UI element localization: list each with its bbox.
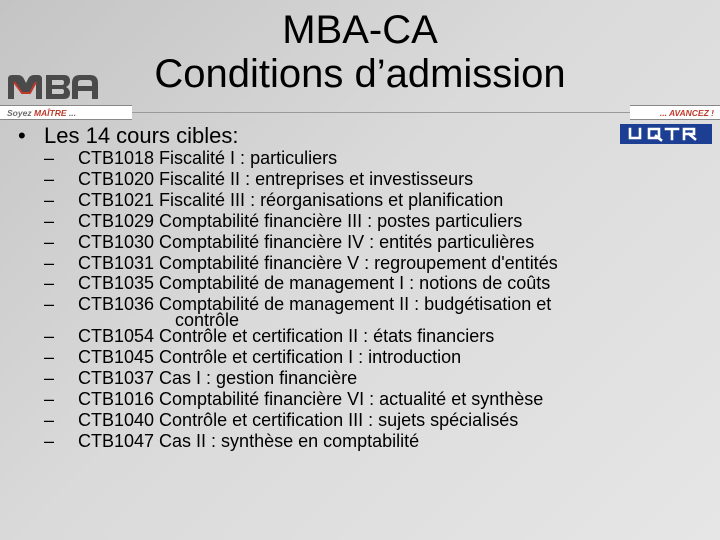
course-item xyxy=(44,347,674,368)
dash-bullet: – xyxy=(44,273,55,294)
dash-bullet: – xyxy=(44,388,55,409)
slogan-left-prefix: Soyez xyxy=(7,108,34,118)
dash-bullet: – xyxy=(44,210,55,231)
course-text: CTB1016 Comptabilité financière VI : actualité et synthèse xyxy=(78,388,544,409)
slogan-left xyxy=(0,105,132,120)
dash-bullet: – xyxy=(44,252,55,273)
dash-bullet: – xyxy=(44,326,55,347)
mba-logo xyxy=(6,73,100,101)
course-item xyxy=(44,169,674,190)
course-item xyxy=(44,389,674,410)
course-item xyxy=(44,211,674,232)
title-line-1: MBA-CA xyxy=(282,8,438,52)
course-item xyxy=(44,410,674,431)
course-text: CTB1037 Cas I : gestion financière xyxy=(78,368,358,389)
course-item xyxy=(44,190,674,211)
course-text-wrap: contrôle xyxy=(175,310,240,331)
course-item xyxy=(44,368,674,389)
dash-bullet: – xyxy=(44,409,55,430)
dash-bullet: – xyxy=(44,231,55,252)
course-list xyxy=(44,148,674,452)
slide-title xyxy=(110,8,610,96)
dash-bullet: – xyxy=(44,168,55,189)
course-text: CTB1045 Contrôle et certification I : introduction xyxy=(78,347,462,368)
title-line-2: Conditions d’admission xyxy=(154,52,566,96)
uqtr-logo xyxy=(620,124,712,144)
course-text: CTB1054 Contrôle et certification II : états financiers xyxy=(78,326,495,347)
course-text: CTB1040 Contrôle et certification III : sujets spécialisés xyxy=(78,409,519,430)
course-item xyxy=(44,294,674,331)
slogan-left-highlight: MAÎTRE xyxy=(33,108,67,118)
course-item xyxy=(44,273,674,294)
course-item xyxy=(44,326,674,347)
dash-bullet: – xyxy=(44,294,55,315)
course-text: CTB1036 Comptabilité de management II : budgétisation et xyxy=(78,294,552,315)
dash-bullet: – xyxy=(44,148,55,168)
course-item xyxy=(44,253,674,274)
course-text: CTB1021 Fiscalité III : réorganisations et planification xyxy=(78,189,504,210)
intro-bullet xyxy=(18,121,238,151)
slogan-left-suffix: ... xyxy=(66,108,76,118)
course-item xyxy=(44,148,674,169)
dash-bullet: – xyxy=(44,189,55,210)
slogan-right: ... AVANCEZ ! xyxy=(630,105,720,120)
course-text: CTB1035 Comptabilité de management I : notions de coûts xyxy=(78,273,551,294)
course-text: CTB1047 Cas II : synthèse en comptabilité xyxy=(78,430,420,451)
dash-bullet: – xyxy=(44,347,55,368)
course-text: CTB1020 Fiscalité II : entreprises et investisseurs xyxy=(78,168,474,189)
course-text: CTB1018 Fiscalité I : particuliers xyxy=(78,148,338,168)
course-text: CTB1030 Comptabilité financière IV : entités particulières xyxy=(78,231,535,252)
bullet-dot: • xyxy=(18,123,26,148)
dash-bullet: – xyxy=(44,368,55,389)
intro-text: Les 14 cours cibles: xyxy=(44,123,239,148)
header-divider xyxy=(132,112,630,113)
course-item xyxy=(44,431,674,452)
course-text: CTB1029 Comptabilité financière III : postes particuliers xyxy=(78,210,523,231)
course-item xyxy=(44,232,674,253)
course-text: CTB1031 Comptabilité financière V : regroupement d'entités xyxy=(78,252,558,273)
dash-bullet: – xyxy=(44,430,55,451)
